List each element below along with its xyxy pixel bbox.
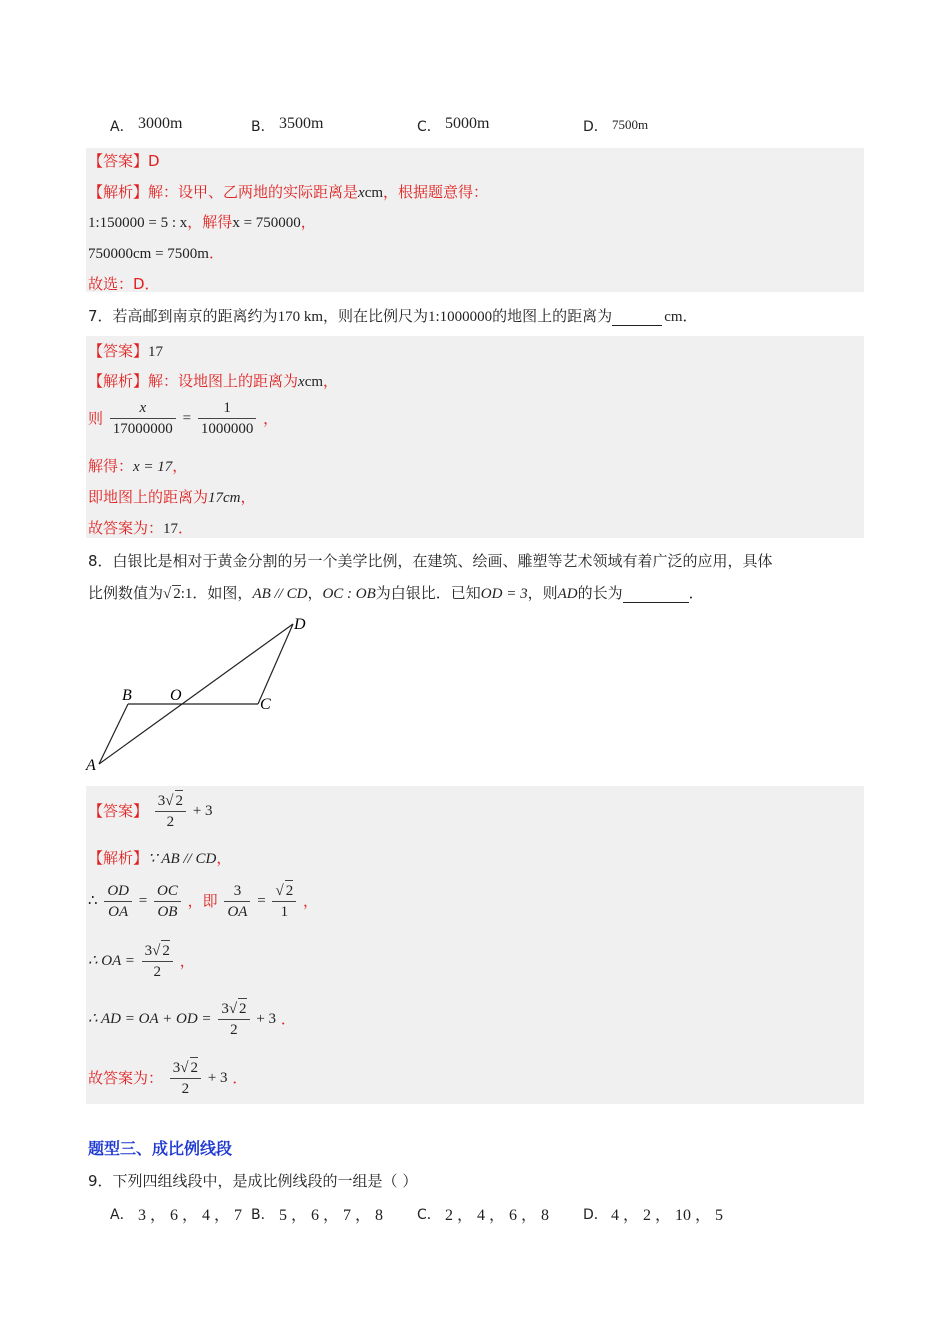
ratio-statement: OC : OB [322, 586, 376, 602]
line-end: ， [303, 892, 319, 910]
answer-blank [623, 586, 689, 603]
section-title: 题型三、成比例线段 [88, 1139, 233, 1158]
analysis-label: 【解析】 [88, 849, 149, 867]
analysis-unit: cm [304, 374, 324, 390]
ad-segment: AD [557, 586, 578, 602]
final-end: ． [178, 519, 194, 537]
unit: cm [664, 309, 683, 325]
final-radicand: 2 [190, 1057, 199, 1078]
segment-ab [99, 704, 128, 764]
solve-end: ， [172, 457, 188, 475]
fraction-x-over-17000000 [110, 398, 176, 439]
analysis-rest: ，根据题意得： [383, 183, 489, 201]
oa-coefficient: 3 [144, 943, 153, 959]
fraction-end: ， [263, 409, 279, 428]
option-c-letter: C． [417, 1207, 441, 1223]
question-line-2b: ．如图， [192, 584, 253, 602]
final-denominator: 2 [170, 1078, 201, 1099]
sqrt-symbol: √ [163, 586, 172, 602]
option-c-value: 5000m [445, 115, 490, 132]
final-fraction: $\frac{3√ 2}{2}$ [170, 1057, 201, 1099]
option-b-value: 5 ， 6 ， 7 ， 8 [279, 1207, 384, 1224]
answer-fraction: $\frac{3√ 2}{2}$ [155, 790, 186, 832]
ad-tail: + 3 [256, 1011, 277, 1027]
fraction-numerator: x [139, 400, 147, 416]
fraction-denominator: 1000000 [198, 418, 257, 439]
option-a-letter: A． [110, 1207, 134, 1223]
ad-radicand: 2 [238, 998, 247, 1019]
ad-lhs: ∴ AD = OA + OD = [88, 1011, 212, 1027]
final-label: 故答案为： [88, 1069, 164, 1087]
question-text-2: ，则在比例尺为 [322, 307, 428, 325]
option-b-letter: B． [251, 1207, 275, 1223]
label-d: D [294, 616, 306, 633]
map-distance-value: 17cm [208, 490, 241, 506]
option-d-letter: D． [583, 1207, 608, 1223]
sqrt-value: 2 [173, 586, 181, 602]
od-given: OD = 3 [480, 586, 528, 602]
question-7 [88, 305, 698, 326]
oa-lhs: ∴ OA = [88, 953, 135, 969]
equals-sign: = [182, 410, 192, 427]
map-distance-text: 即地图上的距离为 [88, 488, 209, 506]
question-text: 下列四组线段中，是成比例线段的一组是（ ） [112, 1172, 418, 1190]
fraction-oc-ob [154, 881, 181, 922]
analysis-end: ， [323, 372, 339, 390]
fraction-denominator: 1 [272, 901, 296, 922]
fraction-1-over-1000000 [198, 398, 257, 439]
scale-value: 1:1000000 [428, 309, 493, 325]
question-end: ． [688, 584, 704, 602]
analysis-label: 【解析】 [88, 183, 149, 201]
oa-fraction: $\frac{3√ 2}{2}$ [142, 940, 173, 982]
analysis-unit: cm [364, 185, 384, 201]
distance-value: 170 km [277, 309, 323, 325]
label-o: O [170, 687, 182, 704]
answer-label: 【答案】 [88, 802, 149, 820]
final-tail: + 3 [207, 1070, 228, 1086]
label-a: A [86, 757, 96, 774]
question-line-2f: 的长为 [577, 584, 623, 602]
fraction-radicand: 2 [285, 880, 294, 901]
equation-conversion-end: ． [208, 244, 224, 262]
question-number: 9． [88, 1172, 113, 1190]
question-number: 8． [88, 552, 113, 570]
option-d-value: 7500m [612, 117, 649, 132]
answer-value: 17 [148, 344, 164, 360]
option-a-value: 3000m [138, 115, 183, 132]
question-text-3: 的地图上的距离为 [492, 307, 613, 325]
map-distance-end: ， [240, 488, 256, 506]
ad-denominator: 2 [218, 1019, 249, 1040]
question-line-2c: ， [307, 584, 323, 602]
question-text-1: 若高邮到南京的距离约为 [112, 307, 278, 325]
option-a-value: 3 ， 6 ， 4 ， 7 [138, 1207, 243, 1224]
fraction-denominator: OB [154, 901, 181, 922]
ad-fraction: $\frac{3√ 2}{2}$ [218, 998, 249, 1040]
final-coefficient: 3 [172, 1060, 181, 1076]
fraction-numerator: OC [157, 882, 178, 899]
ratio-tail: :1 [180, 586, 193, 602]
answer-coefficient: 3 [157, 793, 166, 809]
option-d-letter: D． [583, 119, 608, 135]
because-end: ， [216, 849, 232, 867]
question-number: 7． [88, 307, 113, 325]
oa-radicand: 2 [161, 940, 170, 961]
final-end: ． [232, 1069, 248, 1087]
solve-label: 解得： [88, 457, 134, 475]
fraction-numerator: 1 [223, 400, 231, 416]
option-d-value: 4 ， 2 ， 10 ， 5 [611, 1207, 724, 1224]
ad-end: ． [280, 1010, 296, 1028]
question-line-2a: 比例数值为 [88, 584, 164, 602]
equation-solution: x = 750000 [232, 215, 301, 231]
fraction-denominator: 17000000 [110, 418, 176, 439]
analysis-intro: 解：设甲、乙两地的实际距离是 [148, 183, 359, 201]
parallel-statement: AB // CD [252, 586, 308, 602]
final-value: 17 [163, 521, 179, 537]
fraction-denominator: OA [224, 901, 250, 922]
answer-label: 【答案】 [88, 342, 149, 360]
analysis-var: x [358, 185, 365, 201]
option-b-value: 3500m [279, 115, 324, 132]
fraction-3-oa [224, 881, 250, 922]
option-c-letter: C． [417, 119, 441, 135]
answer-value: D [148, 152, 160, 170]
geometry-figure [80, 612, 320, 777]
option-a-letter: A． [110, 119, 134, 135]
answer-tail: + 3 [192, 803, 213, 819]
equals-sign: = [138, 893, 148, 909]
label-c: C [260, 696, 271, 713]
therefore-symbol: ∴ [88, 893, 98, 909]
oa-end: ， [179, 952, 195, 970]
option-c-value: 2 ， 4 ， 6 ， 8 [445, 1207, 550, 1224]
final-label: 故答案为： [88, 519, 164, 537]
analysis-label: 【解析】 [88, 372, 149, 390]
fraction-denominator: OA [104, 901, 132, 922]
option-b-letter: B． [251, 119, 275, 135]
answer-blank [612, 309, 662, 326]
question-line-1: 白银比是相对于黄金分割的另一个美学比例，在建筑、绘画、雕塑等艺术领域有着广泛的应用，具体 [112, 552, 773, 570]
oa-denominator: 2 [142, 961, 173, 982]
fraction-numerator: 3 [233, 882, 242, 899]
equals-sign-2: = [257, 893, 266, 909]
question-line-2e: ，则 [527, 584, 558, 602]
fraction-numerator: OD [107, 882, 129, 899]
solve-value: x = 17 [133, 459, 173, 475]
final-answer: 故选：D． [88, 275, 160, 293]
equation-conversion: 750000cm = 7500m [88, 246, 209, 262]
fraction-od-oa [104, 881, 132, 922]
analysis-var: x [298, 374, 305, 390]
equation-end: ， [300, 213, 316, 231]
equation-proportion: 1:150000 = 5 : x [88, 215, 188, 231]
answer-radicand: 2 [175, 790, 184, 811]
answer-label: 【答案】 [88, 152, 149, 170]
question-end: ． [682, 307, 698, 325]
question-line-2d: 为白银比．已知 [375, 584, 481, 602]
fraction-sqrt2-1: $\frac{√ 2}{1}$ [272, 880, 296, 922]
analysis-intro: 解：设地图上的距离为 [148, 372, 299, 390]
label-b: B [122, 687, 132, 704]
comma-namely: ，即 [187, 892, 218, 910]
then-label: 则 [88, 409, 104, 428]
ad-coefficient: 3 [221, 1001, 229, 1017]
equation-mid: ，解得 [187, 213, 233, 231]
because-statement: ∵ AB // CD [148, 851, 217, 867]
answer-denominator: 2 [155, 811, 186, 832]
